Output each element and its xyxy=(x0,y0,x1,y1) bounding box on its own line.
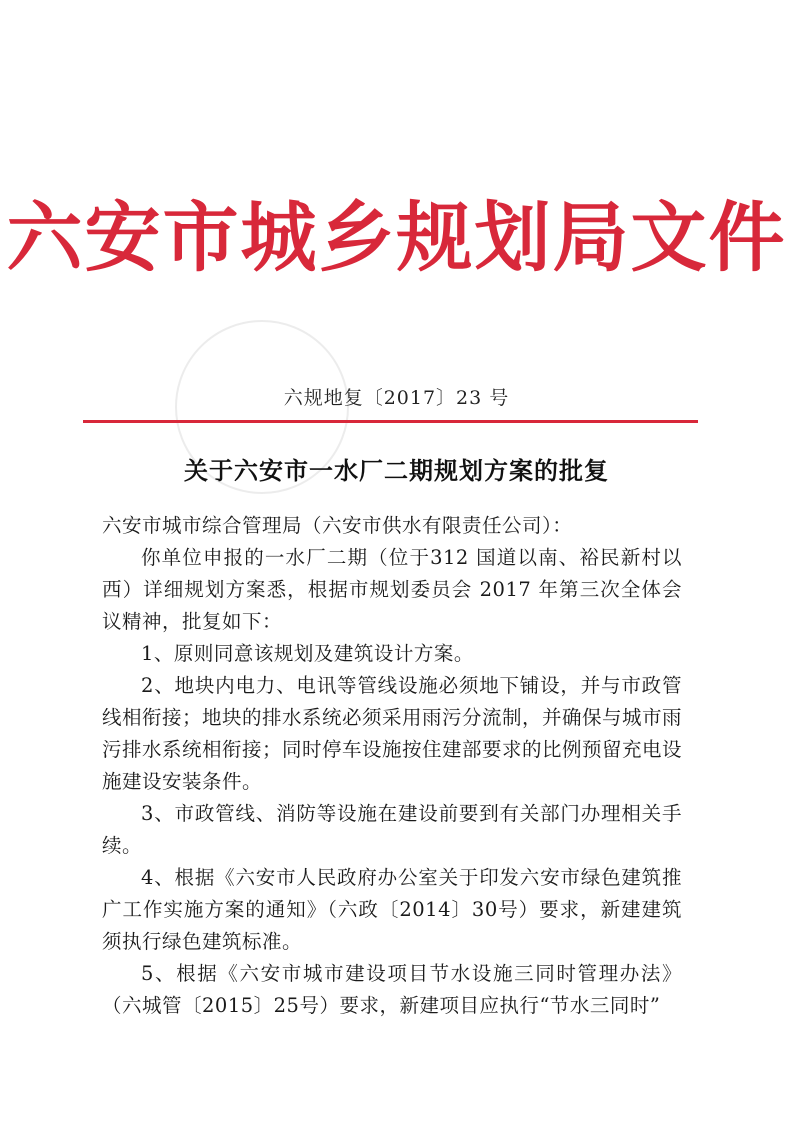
paragraph-item-3: 3、市政管线、消防等设施在建设前要到有关部门办理相关手续。 xyxy=(102,802,682,857)
document-number: 六规地复〔2017〕23 号 xyxy=(283,387,510,409)
paragraph-intro: 你单位申报的一水厂二期（位于312 国道以南、裕民新村以西）详细规划方案悉，根据市规划委员会 2017 年第三次全体会议精神，批复如下： xyxy=(102,546,682,633)
paragraph-item-1: 1、原则同意该规划及建筑设计方案。 xyxy=(141,642,474,665)
document-body xyxy=(102,510,682,1022)
red-divider-line xyxy=(83,420,698,423)
addressee: 六安市城市综合管理局（六安市供水有限责任公司）： xyxy=(102,514,573,537)
paragraph-item-5: 5、根据《六安市城市建设项目节水设施三同时管理办法》（六城管〔2015〕25号）要求，新建项目应执行“节水三同时” xyxy=(102,962,682,1017)
document-title: 关于六安市一水厂二期规划方案的批复 xyxy=(184,457,609,485)
paragraph-item-4: 4、根据《六安市人民政府办公室关于印发六安市绿色建筑推广工作实施方案的通知》（六政〔2014〕30号）要求，新建建筑须执行绿色建筑标准。 xyxy=(102,866,682,953)
paragraph-item-2: 2、地块内电力、电讯等管线设施必须地下铺设，并与市政管线相衔接；地块的排水系统必须采用雨污分流制，并确保与城市雨污排水系统相衔接；同时停车设施按住建部要求的比例预留充电设施建设安装条件。 xyxy=(102,674,683,793)
issuing-authority-title: 六安市城乡规划局文件 xyxy=(6,193,787,282)
